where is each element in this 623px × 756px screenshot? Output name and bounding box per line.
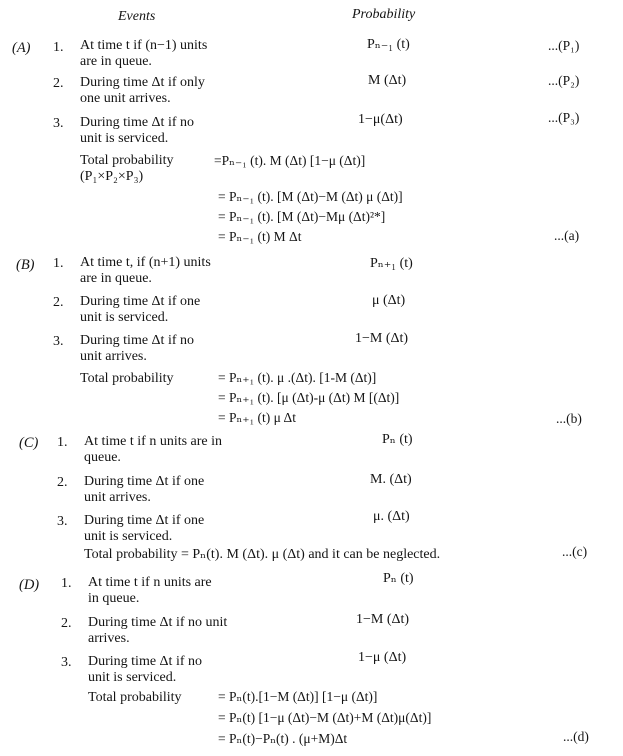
section-c-item-2-line-1: During time Δt if one <box>84 474 205 489</box>
section-d-item-2-line-1: During time Δt if no unit <box>88 615 228 630</box>
section-d-item-1-probability: Pₙ (t) <box>383 571 414 586</box>
section-a-equation-2: = Pₙ₋₁ (t). [M (Δt)−M (Δt) μ (Δt)] <box>218 189 403 204</box>
section-a-item-2-line-1: During time Δt if only <box>80 75 205 90</box>
section-b-item-2-line-1: During time Δt if one <box>80 294 201 309</box>
section-d-equation-3: = Pₙ(t)−Pₙ(t) . (μ+M)Δt <box>218 731 348 746</box>
section-d-item-3-probability: 1−μ (Δt) <box>358 650 407 665</box>
section-d-item-1-number: 1. <box>61 576 72 591</box>
section-d-total-label: Total probability <box>88 690 182 705</box>
section-c-item-1-line-1: At time t if n units are in <box>84 434 223 449</box>
section-a-item-3-probability: 1−μ(Δt) <box>358 112 403 127</box>
section-a-item-1-ref: ...(P₁) <box>548 38 580 53</box>
section-c-item-1-probability: Pₙ (t) <box>382 432 413 447</box>
section-d-item-2-probability: 1−M (Δt) <box>356 612 410 627</box>
section-d-item-2-number: 2. <box>61 616 72 631</box>
section-b-item-1-number: 1. <box>53 256 64 271</box>
section-d-result-ref: ...(d) <box>563 729 589 744</box>
section-a-total-label: Total probability <box>80 153 174 168</box>
section-a-total-product: (P₁×P₂×P₃) <box>80 169 144 184</box>
section-d-item-1-line-1: At time t if n units are <box>88 575 212 590</box>
probability-header: Probability <box>352 7 416 22</box>
section-b-item-2-probability: μ (Δt) <box>372 293 406 308</box>
section-a-item-1-probability: Pₙ₋₁ (t) <box>367 37 410 52</box>
section-d-item-2-line-2: arrives. <box>88 631 130 646</box>
section-c-item-3-line-2: unit is serviced. <box>84 529 173 544</box>
section-a-item-2-number: 2. <box>53 76 64 91</box>
section-c-total-line: Total probability = Pₙ(t). M (Δt). μ (Δt) and it can be neglected. <box>84 547 441 562</box>
section-d-item-3-line-1: During time Δt if no <box>88 654 202 669</box>
section-a-result-ref: ...(a) <box>554 228 580 243</box>
section-b-item-3-line-1: During time Δt if no <box>80 333 194 348</box>
section-d-equation-1: = Pₙ(t).[1−M (Δt)] [1−μ (Δt)] <box>218 689 378 704</box>
section-a-equation-1: =Pₙ₋₁ (t). M (Δt) [1−μ (Δt)] <box>214 153 366 168</box>
section-b-item-2-number: 2. <box>53 295 64 310</box>
section-a-item-2-ref: ...(P₂) <box>548 73 580 88</box>
section-c-result-ref: ...(c) <box>562 544 588 559</box>
section-b-item-3-line-2: unit arrives. <box>80 349 147 364</box>
section-c-item-3-probability: μ. (Δt) <box>373 509 410 524</box>
section-b-item-3-probability: 1−M (Δt) <box>355 331 409 346</box>
section-a-item-1-line-2: are in queue. <box>80 54 152 69</box>
section-a-item-2-line-2: one unit arrives. <box>80 91 171 106</box>
section-b-item-2-line-2: unit is serviced. <box>80 310 169 325</box>
section-d-item-3-number: 3. <box>61 655 72 670</box>
events-header: Events <box>118 9 156 24</box>
section-b-item-1-probability: Pₙ₊₁ (t) <box>370 256 413 271</box>
section-b-item-1-line-2: are in queue. <box>80 271 152 286</box>
section-b-equation-2: = Pₙ₊₁ (t). [μ (Δt)-μ (Δt) M [(Δt)] <box>218 390 400 405</box>
section-b-item-1-line-1: At time t, if (n+1) units <box>80 255 211 270</box>
section-d-item-3-line-2: unit is serviced. <box>88 670 177 685</box>
section-a-item-3-ref: ...(P₃) <box>548 110 580 125</box>
section-b-label: (B) <box>16 257 35 273</box>
section-b-equation-1: = Pₙ₊₁ (t). μ .(Δt). [1-M (Δt)] <box>218 370 377 385</box>
section-b-total-label: Total probability <box>80 371 174 386</box>
section-a-equation-4: = Pₙ₋₁ (t) M Δt <box>218 229 302 244</box>
section-c-item-1-number: 1. <box>57 435 68 450</box>
section-c-item-2-probability: M. (Δt) <box>370 472 412 487</box>
section-a-item-3-number: 3. <box>53 116 64 131</box>
section-b-result-ref: ...(b) <box>556 411 582 426</box>
section-c-item-1-line-2: queue. <box>84 450 121 465</box>
section-c-label: (C) <box>19 435 39 451</box>
section-a-item-3-line-1: During time Δt if no <box>80 115 194 130</box>
section-b-equation-3: = Pₙ₊₁ (t) μ Δt <box>218 410 296 425</box>
section-d-item-1-line-2: in queue. <box>88 591 140 606</box>
section-d-equation-2: = Pₙ(t) [1−μ (Δt)−M (Δt)+M (Δt)μ(Δt)] <box>218 710 432 725</box>
section-a-item-1-line-1: At time t if (n−1) units <box>80 38 208 53</box>
section-a-equation-3: = Pₙ₋₁ (t). [M (Δt)−Mμ (Δt)²*] <box>218 209 386 224</box>
section-b-item-3-number: 3. <box>53 334 64 349</box>
section-d-label: (D) <box>19 577 40 593</box>
section-c-item-3-number: 3. <box>57 514 68 529</box>
section-a-item-2-probability: M (Δt) <box>368 73 407 88</box>
section-a-item-1-number: 1. <box>53 40 64 55</box>
section-c-item-3-line-1: During time Δt if one <box>84 513 205 528</box>
section-a-label: (A) <box>12 40 31 56</box>
section-c-item-2-line-2: unit arrives. <box>84 490 151 505</box>
section-a-item-3-line-2: unit is serviced. <box>80 131 169 146</box>
section-c-item-2-number: 2. <box>57 475 68 490</box>
